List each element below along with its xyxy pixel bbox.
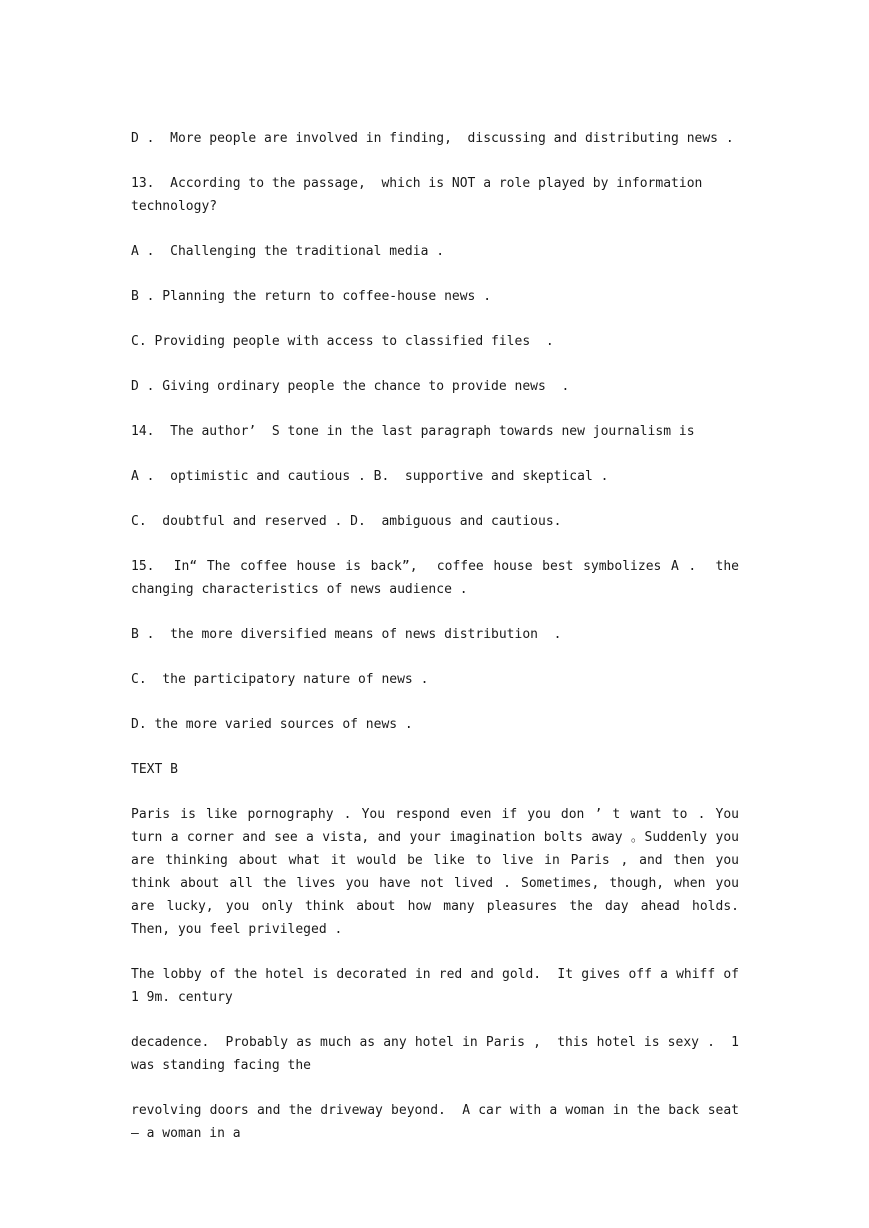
passage-paragraph-1: Paris is like pornography . You respond even if you don ’ t want to . You turn a corner and see a vista, and your imagination bolts away 。Suddenly you are thinking about what it would be like to live in Paris , and then you think about all the lives you have not lived . Sometimes, though, when you are lucky, you only think about how many pleasures the day ahead holds. Then, you feel privileged . [131, 807, 755, 937]
option-15-b: B . the more diversified means of news distribution . [131, 627, 562, 642]
option-13-b: B . Planning the return to coffee-house news . [131, 289, 492, 304]
option-15-d: D. the more varied sources of news . [131, 717, 413, 732]
options-14-c-d: C. doubtful and reserved . D. ambiguous and cautious. [131, 514, 562, 529]
passage-paragraph-3: decadence. Probably as much as any hotel in Paris , this hotel is sexy . 1 was standing facing the [131, 1035, 747, 1073]
question-13: 13. According to the passage, which is NOT a role played by information technology? [131, 176, 711, 214]
passage-paragraph-2: The lobby of the hotel is decorated in red and gold. It gives off a whiff of 1 9m. century [131, 967, 747, 1005]
section-heading: TEXT B [131, 762, 178, 777]
option-12-d: D . More people are involved in finding, discussing and distributing news . [131, 131, 734, 146]
option-15-c: C. the participatory nature of news . [131, 672, 429, 687]
option-13-c: C. Providing people with access to classified files . [131, 334, 554, 349]
option-13-a: A . Challenging the traditional media . [131, 244, 445, 259]
option-13-d: D . Giving ordinary people the chance to provide news . [131, 379, 570, 394]
options-14-a-b: A . optimistic and cautious . B. supportive and skeptical . [131, 469, 609, 484]
document-body [131, 127, 755, 1167]
passage-paragraph-4: revolving doors and the driveway beyond. A car with a woman in the back seat— a woman in a [131, 1103, 739, 1141]
question-15: 15. In“ The coffee house is back”, coffee house best symbolizes A . the changing characteristics of news audience . [131, 559, 747, 597]
question-14: 14. The author’ S tone in the last paragraph towards new journalism is [131, 424, 695, 439]
